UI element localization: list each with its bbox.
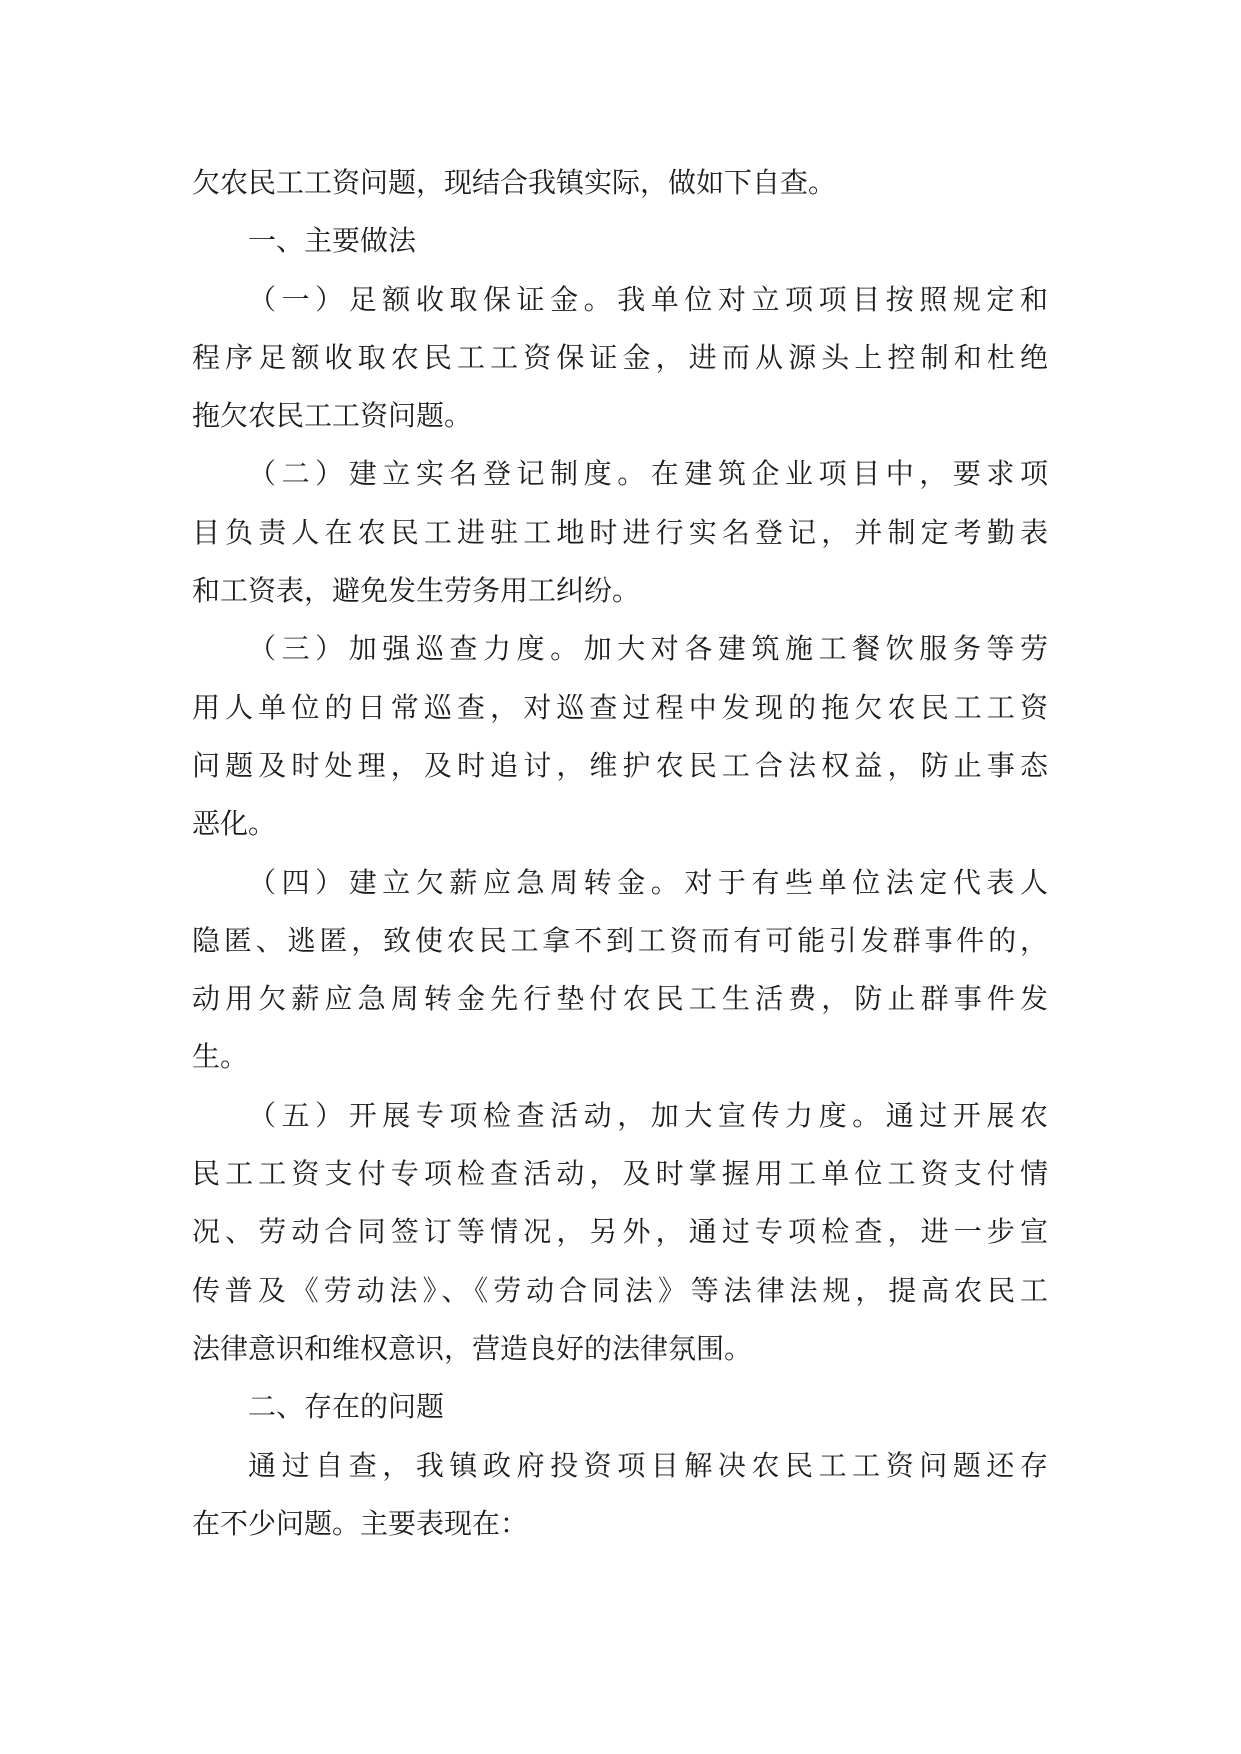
text-line: 欠农民工工资问题，现结合我镇实际，做如下自查。	[192, 166, 837, 199]
paragraph	[192, 1087, 1048, 1378]
text-line: 程序足额收取农民工工资保证金，进而从源头上控制和杜绝	[192, 340, 1048, 374]
text-line: （三）加强巡查力度。加大对各建筑施工餐饮服务等劳	[248, 632, 1048, 666]
text-line: （一）足额收取保证金。我单位对立项项目按照规定和	[248, 282, 1048, 316]
text-line: 况、劳动合同签订等情况，另外，通过专项检查，进一步宣	[192, 1215, 1048, 1249]
text-line: 在不少问题。主要表现在：	[192, 1506, 529, 1540]
section-heading-text: 二、存在的问题	[248, 1390, 445, 1424]
text-line: 民工工资支付专项检查活动，及时掌握用工单位工资支付情	[192, 1157, 1048, 1191]
text-line: （二）建立实名登记制度。在建筑企业项目中，要求项	[248, 457, 1048, 491]
text-line: 和工资表，避免发生劳务用工纠纷。	[192, 574, 641, 608]
text-line: （五）开展专项检查活动，加大宣传力度。通过开展农	[248, 1098, 1048, 1132]
paragraph	[192, 854, 1048, 1087]
section-heading-text: 一、主要做法	[248, 224, 417, 258]
text-line: 目负责人在农民工进驻工地时进行实名登记，并制定考勤表	[192, 515, 1048, 549]
section-heading	[192, 1378, 1048, 1436]
section-heading	[192, 212, 1048, 270]
text-line: 生。	[192, 1040, 249, 1074]
text-line: 拖欠农民工工资问题。	[192, 399, 473, 433]
paragraph-continuation	[192, 154, 1048, 212]
paragraph	[192, 445, 1048, 620]
text-line: 通过自查，我镇政府投资项目解决农民工工资问题还存	[248, 1448, 1048, 1482]
text-line: 用人单位的日常巡查，对巡查过程中发现的拖欠农民工工资	[192, 690, 1048, 724]
text-line: 动用欠薪应急周转金先行垫付农民工生活费，防止群事件发	[192, 982, 1048, 1016]
paragraph	[192, 271, 1048, 446]
paragraph	[192, 620, 1048, 853]
text-line: （四）建立欠薪应急周转金。对于有些单位法定代表人	[248, 865, 1048, 899]
text-line: 隐匿、逃匿，致使农民工拿不到工资而有可能引发群事件的，	[192, 923, 1048, 957]
document-body	[192, 154, 1048, 1553]
text-line: 问题及时处理，及时追讨，维护农民工合法权益，防止事态	[192, 748, 1048, 782]
paragraph	[192, 1437, 1048, 1554]
text-line: 法律意识和维权意识，营造良好的法律氛围。	[192, 1331, 753, 1365]
text-line: 恶化。	[192, 807, 277, 841]
text-line: 传普及《劳动法》、《劳动合同法》等法律法规，提高农民工	[192, 1273, 1048, 1307]
